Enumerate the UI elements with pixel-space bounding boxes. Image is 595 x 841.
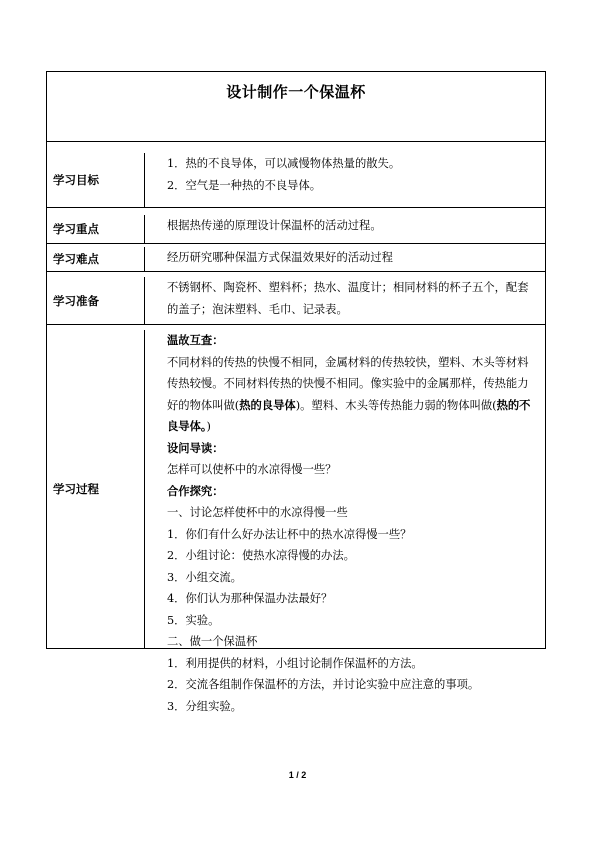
guide-heading: 设问导读： bbox=[167, 440, 224, 455]
review-text: ) bbox=[206, 420, 211, 433]
row-difficulties bbox=[47, 244, 545, 272]
key-point-line: 根据热传递的原理设计保温杯的活动过程。 bbox=[167, 219, 382, 232]
row-learning-goals bbox=[47, 142, 545, 208]
list-item: 1．你们有什么好办法让杯中的热水凉得慢一些？ bbox=[167, 527, 412, 541]
row-label: 学习过程 bbox=[47, 330, 145, 648]
section-heading: 二、做一个保温杯 bbox=[167, 635, 258, 648]
row-learning-process bbox=[47, 325, 545, 713]
row-label: 学习难点 bbox=[47, 247, 145, 271]
list-item: 4．你们认为那种保温办法最好？ bbox=[167, 592, 333, 605]
goal-line: 2．空气是一种热的不良导体。 bbox=[167, 178, 322, 192]
list-item: 2．小组讨论：使热水凉得慢的办法。 bbox=[167, 549, 355, 562]
row-content bbox=[145, 247, 545, 271]
document-title: 设计制作一个保温杯 bbox=[226, 83, 366, 101]
review-heading: 温故互查： bbox=[167, 333, 224, 347]
explore-heading: 合作探究： bbox=[167, 483, 224, 498]
review-paragraph bbox=[167, 352, 539, 438]
goal-line: 1．热的不良导体，可以减慢物体热量的散失。 bbox=[167, 157, 401, 170]
row-label: 学习重点 bbox=[47, 215, 145, 243]
review-text: 不同材料的传热的快慢不相同，金属材料的传热较快，塑料、木头等材料传热较慢。不同材料传热的快慢不相同。像实验中的金属那样，传热能力好的物体叫做( bbox=[167, 355, 529, 412]
list-item: 1．利用提供的材料，小组讨论制作保温杯的方法。 bbox=[167, 656, 423, 670]
section-heading: 一、讨论怎样使杯中的水凉得慢一些 bbox=[167, 506, 348, 519]
list-item: 3．小组交流。 bbox=[167, 570, 242, 584]
lesson-table bbox=[46, 71, 546, 713]
row-content bbox=[145, 153, 545, 207]
difficulty-line: 经历研究哪种保温方式保温效果好的活动过程 bbox=[167, 251, 393, 264]
row-label: 学习目标 bbox=[47, 153, 145, 207]
row-label: 学习准备 bbox=[47, 277, 145, 324]
review-bold-term: 热的不良导体。 bbox=[167, 397, 531, 433]
list-item: 3．分组实验。 bbox=[167, 699, 242, 713]
preparation-text: 不锈钢杯、陶瓷杯、塑料杯；热水、温度计；相同材料的杯子五个，配套的盖子；泡沫塑料、毛巾、记录表。 bbox=[167, 281, 529, 316]
row-content bbox=[145, 277, 545, 324]
review-bold-term: 热的良导体 bbox=[239, 397, 296, 412]
list-item: 5．实验。 bbox=[167, 613, 220, 627]
page-number: 1 / 2 bbox=[288, 770, 307, 780]
row-content bbox=[145, 215, 545, 243]
row-key-points bbox=[47, 208, 545, 244]
review-text: )。塑料、木头等传热能力弱的物体叫做( bbox=[295, 398, 497, 412]
row-content bbox=[145, 330, 545, 713]
guide-question: 怎样可以使杯中的水凉得慢一些？ bbox=[167, 463, 337, 476]
title-row bbox=[47, 72, 545, 142]
list-item: 2．交流各组制作保温杯的方法，并讨论实验中应注意的事项。 bbox=[167, 678, 480, 691]
row-preparation bbox=[47, 272, 545, 325]
